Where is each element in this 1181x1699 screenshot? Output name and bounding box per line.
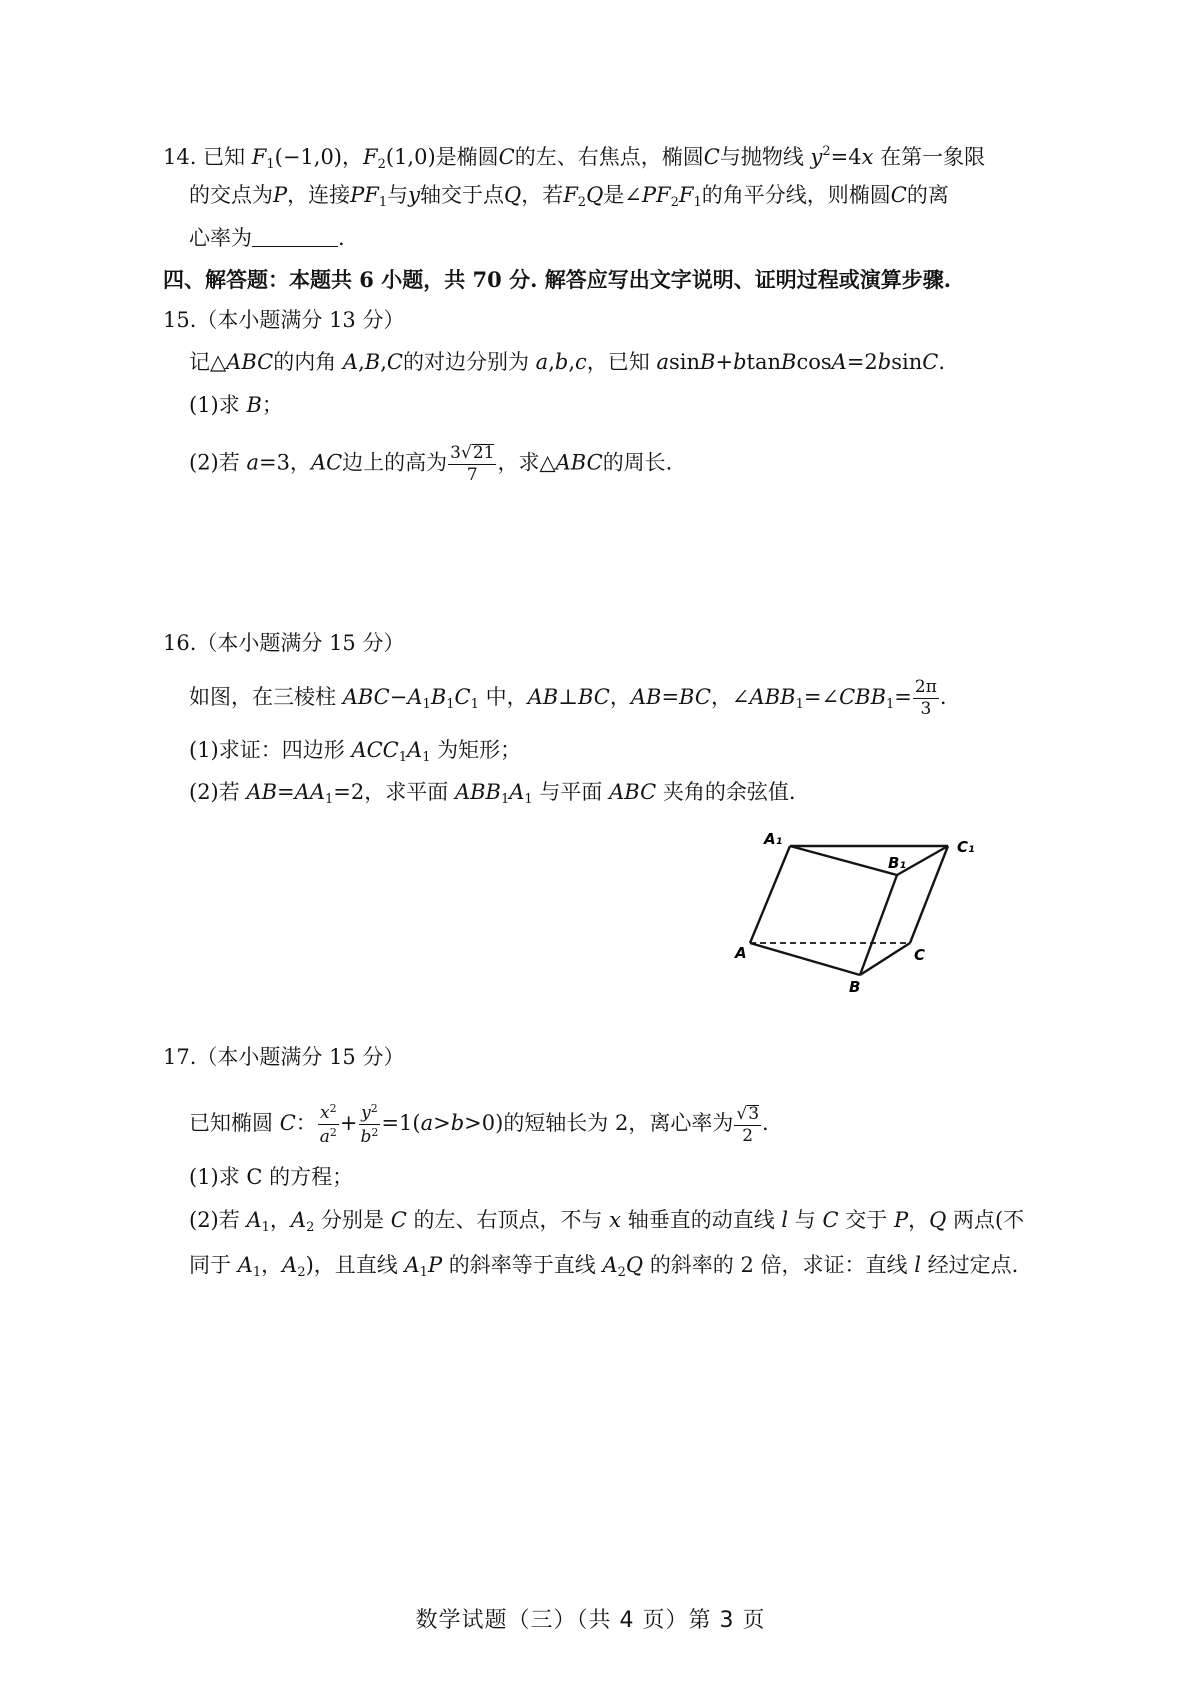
label-b: B xyxy=(849,978,861,996)
prism-figure xyxy=(720,820,1000,1010)
q14-line-2: 的交点为P，连接$PF_1$与y轴交于点Q，若$F_2Q$是$\angle PF_2F_1$的角平分线，则椭圆C的离 xyxy=(189,183,949,210)
edge-a-b xyxy=(750,943,860,975)
edge-c-c1 xyxy=(910,846,948,943)
label-a1: A₁ xyxy=(764,830,783,848)
label-b1: B₁ xyxy=(888,854,907,872)
answer-blank xyxy=(252,226,338,247)
edge-a1-b1 xyxy=(790,846,897,875)
q17-part2-line1: (2)若 $A_1$，$A_2$ 分别是 C 的左、右顶点，不与 x 轴垂直的动直线 l 与 C 交于 P，Q 两点(不 xyxy=(189,1208,1025,1235)
page-footer: 数学试题（三）（共 4 页）第 3 页 xyxy=(415,1608,766,1633)
label-c: C xyxy=(914,946,926,964)
q17-stem: 已知椭圆 C： $\frac{x^2}{a^2}$ + $\frac{y^2}{b^2}$ =1(a>b>0)的短轴长为 2，离心率为 $\frac{√3}{2}$ . xyxy=(189,1102,769,1147)
edge-a-a1 xyxy=(750,846,790,943)
q15-part2: (2)若 a=3，AC边上的高为 $\frac{3√21}{7}$ ，求△ABC的周长. xyxy=(189,443,673,485)
q16-part1: (1)求证：四边形 $ACC_1A_1$ 为矩形； xyxy=(189,738,522,765)
label-a: A xyxy=(735,944,747,962)
edge-b-b1 xyxy=(860,875,897,975)
q16-stem: 如图，在三棱柱 $ABC-A_1B_1C_1$ 中，AB⊥BC，AB=BC，$\angle ABB_1=\angle CBB_1=$ $\frac{2\pi}{3}$ . xyxy=(189,677,947,719)
q16-header: 16.（本小题满分 15 分） xyxy=(163,631,405,655)
edge-b-c xyxy=(860,943,910,975)
q14-number: 14. 已知 xyxy=(163,145,246,169)
q15-part1: (1)求 B； xyxy=(189,393,283,417)
q17-part1: (1)求 C 的方程； xyxy=(189,1165,354,1189)
q17-part2-line2: 同于 $A_1$，$A_2$)，且直线 $A_1P$ 的斜率等于直线 $A_2Q$ 的斜率的 2 倍，求证：直线 l 经过定点. xyxy=(189,1253,1019,1280)
q17-header: 17.（本小题满分 15 分） xyxy=(163,1045,405,1069)
q15-header: 15.（本小题满分 13 分） xyxy=(163,308,405,332)
q14-line-1: 14. 已知 $F_1(-1,0)$，$F_2(1,0)$是椭圆C的左、右焦点，椭圆C与抛物线 $y^2=4x$ 在第一象限 xyxy=(163,144,986,172)
q15-stem: 记△ABC的内角 A,B,C的对边分别为 a,b,c，已知 asinB+btanBcosA=2bsinC. xyxy=(189,350,946,374)
section-heading: 四、解答题：本题共 6 小题，共 70 分. 解答应写出文字说明、证明过程或演算步骤. xyxy=(163,267,952,292)
q14-line-3: 心率为 . xyxy=(189,226,345,250)
q16-part2: (2)若 $AB=AA_1=2$，求平面 $ABB_1A_1$ 与平面 ABC 夹角的余弦值. xyxy=(189,780,796,807)
label-c1: C₁ xyxy=(957,838,975,856)
